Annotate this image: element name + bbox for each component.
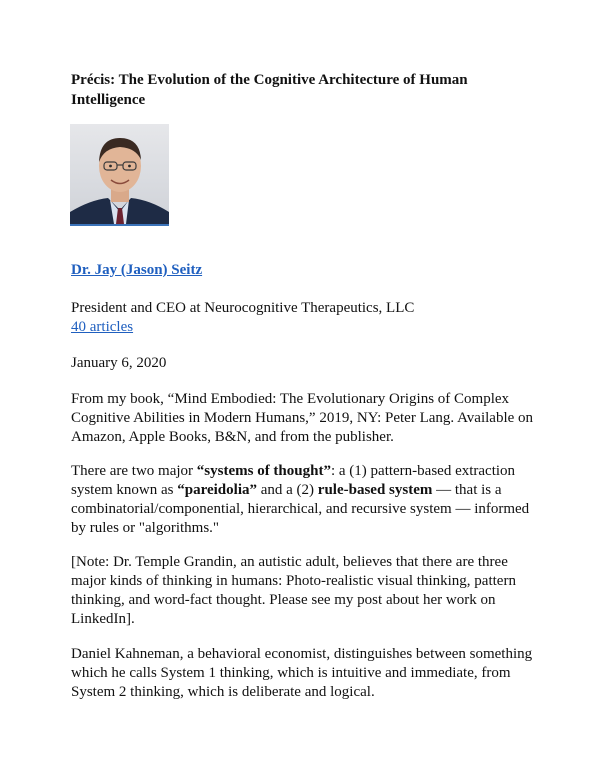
author-name-link[interactable]: Dr. Jay (Jason) Seitz (71, 262, 203, 278)
publish-date: January 6, 2020 (71, 355, 167, 371)
article-title: Précis: The Evolution of the Cognitive Architecture of Human Intelligence (71, 72, 468, 108)
paragraph-kahneman: Daniel Kahneman, a behavioral economist, distinguishes between something which he calls System 1 thinking, which is intuitive and immediate, from System 2 thinking, which is deliberate and logical. (71, 646, 533, 700)
bold-phrase: “pareidolia” (177, 482, 257, 498)
text-fragment: and a (2) (256, 482, 318, 498)
articles-count-link[interactable]: 40 articles (71, 319, 134, 335)
bold-phrase: “systems of thought” (196, 463, 331, 479)
text-fragment: There are two major (71, 463, 197, 479)
paragraph-book-reference: From my book, “Mind Embodied: The Evolutionary Origins of Complex Cognitive Abilities in Modern Humans,” 2019, NY: Peter Lang. Available on Amazon, Apple Books, B&N, and from the publisher. (71, 391, 534, 445)
paragraph-grandin-note: [Note: Dr. Temple Grandin, an autistic adult, believes that there are three major kinds of thinking in humans: Photo-realistic visual thinking, pattern thinking, and word-fact thought. Please see my post about her work on LinkedIn]. (71, 554, 516, 627)
author-info (71, 299, 414, 337)
text-fragment: : a (1) pattern-based extraction system known as (71, 463, 516, 498)
bold-phrase: rule-based system (317, 482, 433, 498)
text-fragment: — that is a combinatorial/componential, hierarchical, and recursive system — informed by rules or "algorithms." (71, 482, 530, 536)
author-role: President and CEO at Neurocognitive Therapeutics, LLC (71, 300, 415, 316)
paragraph-systems-of-thought (71, 462, 541, 538)
author-photo (70, 124, 169, 226)
